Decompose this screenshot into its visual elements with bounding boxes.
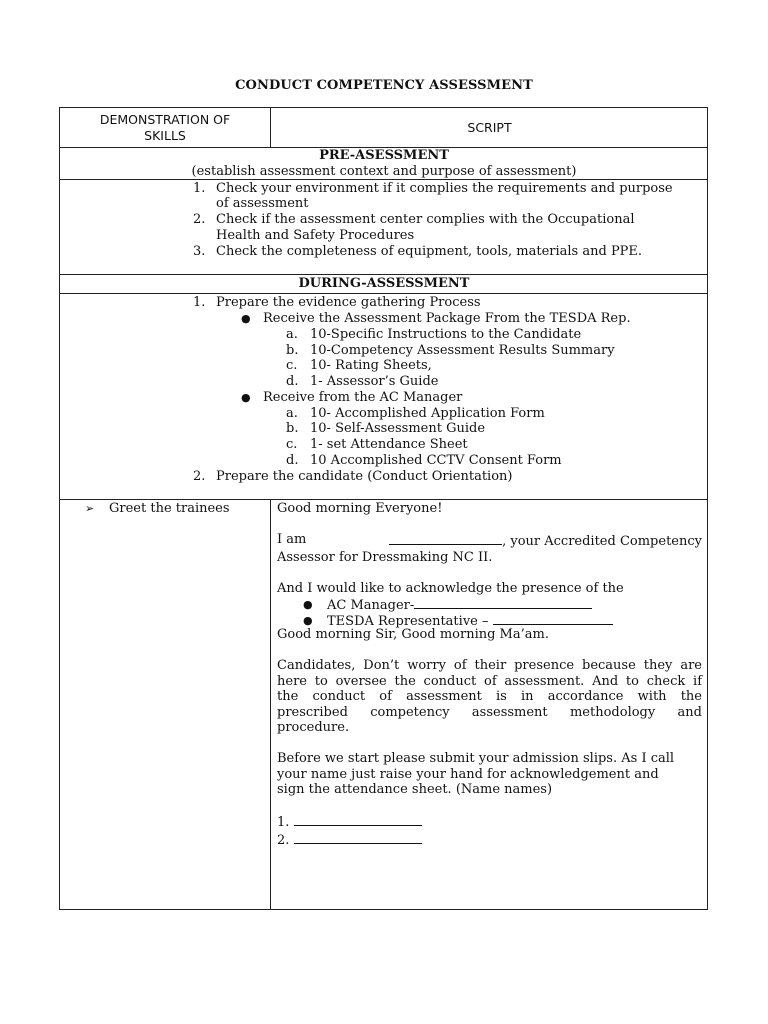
during-item-text: Prepare the evidence gathering Process <box>216 295 481 310</box>
sub-item-letter: c. <box>286 358 298 373</box>
during-assessment-heading: DURING-ASSESSMENT <box>298 276 470 291</box>
pre-item-text: Check the completeness of equipment, tools, materials and PPE. <box>216 244 643 259</box>
name-blank <box>294 831 422 844</box>
row-divider <box>60 274 707 275</box>
pre-item-text: Check if the assessment center complies with the Occupational <box>216 212 635 227</box>
name-blank <box>389 532 502 545</box>
sub-item-letter: d. <box>286 374 299 389</box>
sub-item-letter: b. <box>286 421 299 436</box>
script-para2-line: sign the attendance sheet. (Name names) <box>277 782 553 797</box>
skill-greet-trainees: Greet the trainees <box>109 501 230 516</box>
sub-item-text: 10 Accomplished CCTV Consent Form <box>310 453 562 468</box>
bullet-icon: ● <box>303 598 313 611</box>
script-para2-line: Before we start please submit your admission slips. As I call <box>277 751 675 766</box>
column-divider <box>270 499 271 910</box>
sub-item-text: 1- set Attendance Sheet <box>310 437 468 452</box>
during-item-number: 1. <box>193 295 206 310</box>
bullet-text: Receive from the AC Manager <box>263 390 463 405</box>
ack-item <box>277 612 702 628</box>
pre-item-text: Check your environment if it complies the requirements and purpose <box>216 181 673 196</box>
ack-item <box>277 596 702 612</box>
header-script: SCRIPT <box>467 120 512 135</box>
script-good-sir: Good morning Sir, Good morning Ma’am. <box>277 627 549 642</box>
name-list-number: 1. <box>277 815 290 830</box>
sub-item-text: 10- Self-Assessment Guide <box>310 421 486 436</box>
name-blank <box>294 813 422 826</box>
row-divider <box>60 499 707 500</box>
sub-item-text: 10- Accomplished Application Form <box>310 406 545 421</box>
name-blank <box>493 612 613 625</box>
script-para1-line: the conduct of assessment is in accordance with the <box>277 689 702 704</box>
script-para1-last: procedure. <box>277 720 350 735</box>
header-demonstration-line1: DEMONSTRATION OF <box>99 112 231 127</box>
header-demonstration <box>60 112 270 143</box>
script-para1-line: prescribed competency assessment methodology and <box>277 704 702 720</box>
bullet-icon: ● <box>303 613 313 627</box>
pre-item-text: Health and Safety Procedures <box>216 228 415 243</box>
sub-item-text: 10-Competency Assessment Results Summary <box>310 343 615 358</box>
sub-item-text: 10- Rating Sheets, <box>310 358 432 373</box>
script-ack-intro: And I would like to acknowledge the presence of the <box>277 580 624 596</box>
header-demonstration-line2: SKILLS <box>144 127 186 143</box>
bullet-icon: ● <box>241 312 251 325</box>
pre-item-number: 2. <box>193 212 206 227</box>
ack-item-label: TESDA Representative – <box>327 613 489 629</box>
document-title: CONDUCT COMPETENCY ASSESSMENT <box>235 78 533 93</box>
during-item-number: 2. <box>193 469 206 484</box>
pre-assessment-heading: PRE-ASESSMENT <box>319 148 449 163</box>
pre-item-text: of assessment <box>216 196 309 211</box>
bullet-icon: ● <box>241 391 251 404</box>
sub-item-letter: a. <box>286 327 298 342</box>
assessment-table <box>59 107 708 910</box>
script-introduction <box>277 532 702 550</box>
script-iam-line2: Assessor for Dressmaking NC II. <box>277 549 493 565</box>
script-para1-line: Candidates, Don’t worry of their presence because they are <box>277 658 702 673</box>
sub-item-letter: a. <box>286 406 298 421</box>
script-para1-line: here to oversee the conduct of assessment. And to check if <box>277 673 702 689</box>
during-item-text: Prepare the candidate (Conduct Orientation) <box>216 469 513 484</box>
sub-item-text: 1- Assessor’s Guide <box>310 374 439 389</box>
sub-item-letter: c. <box>286 437 298 452</box>
row-divider <box>60 293 707 294</box>
sub-item-letter: b. <box>286 343 299 358</box>
name-list-number: 2. <box>277 832 290 848</box>
script-iam-prefix: I am <box>277 532 307 547</box>
ack-item-label: AC Manager- <box>327 598 415 613</box>
script-para2-line: your name just raise your hand for acknowledgement and <box>277 766 659 782</box>
script-iam-suffix: , your Accredited Competency <box>502 534 702 549</box>
name-blank <box>414 596 592 609</box>
name-list-item <box>277 831 702 849</box>
pre-item-number: 3. <box>193 244 206 259</box>
arrow-bullet-icon: ➢ <box>85 502 95 515</box>
script-good-morning: Good morning Everyone! <box>277 501 443 516</box>
name-list-item <box>277 813 702 831</box>
pre-assessment-subheading: (establish assessment context and purpose of assessment) <box>191 164 577 179</box>
pre-item-number: 1. <box>193 181 206 196</box>
bullet-text: Receive the Assessment Package From the TESDA Rep. <box>263 311 631 326</box>
sub-item-letter: d. <box>286 453 299 468</box>
script-cell <box>277 501 702 848</box>
sub-item-text: 10-Specific Instructions to the Candidate <box>310 327 582 342</box>
